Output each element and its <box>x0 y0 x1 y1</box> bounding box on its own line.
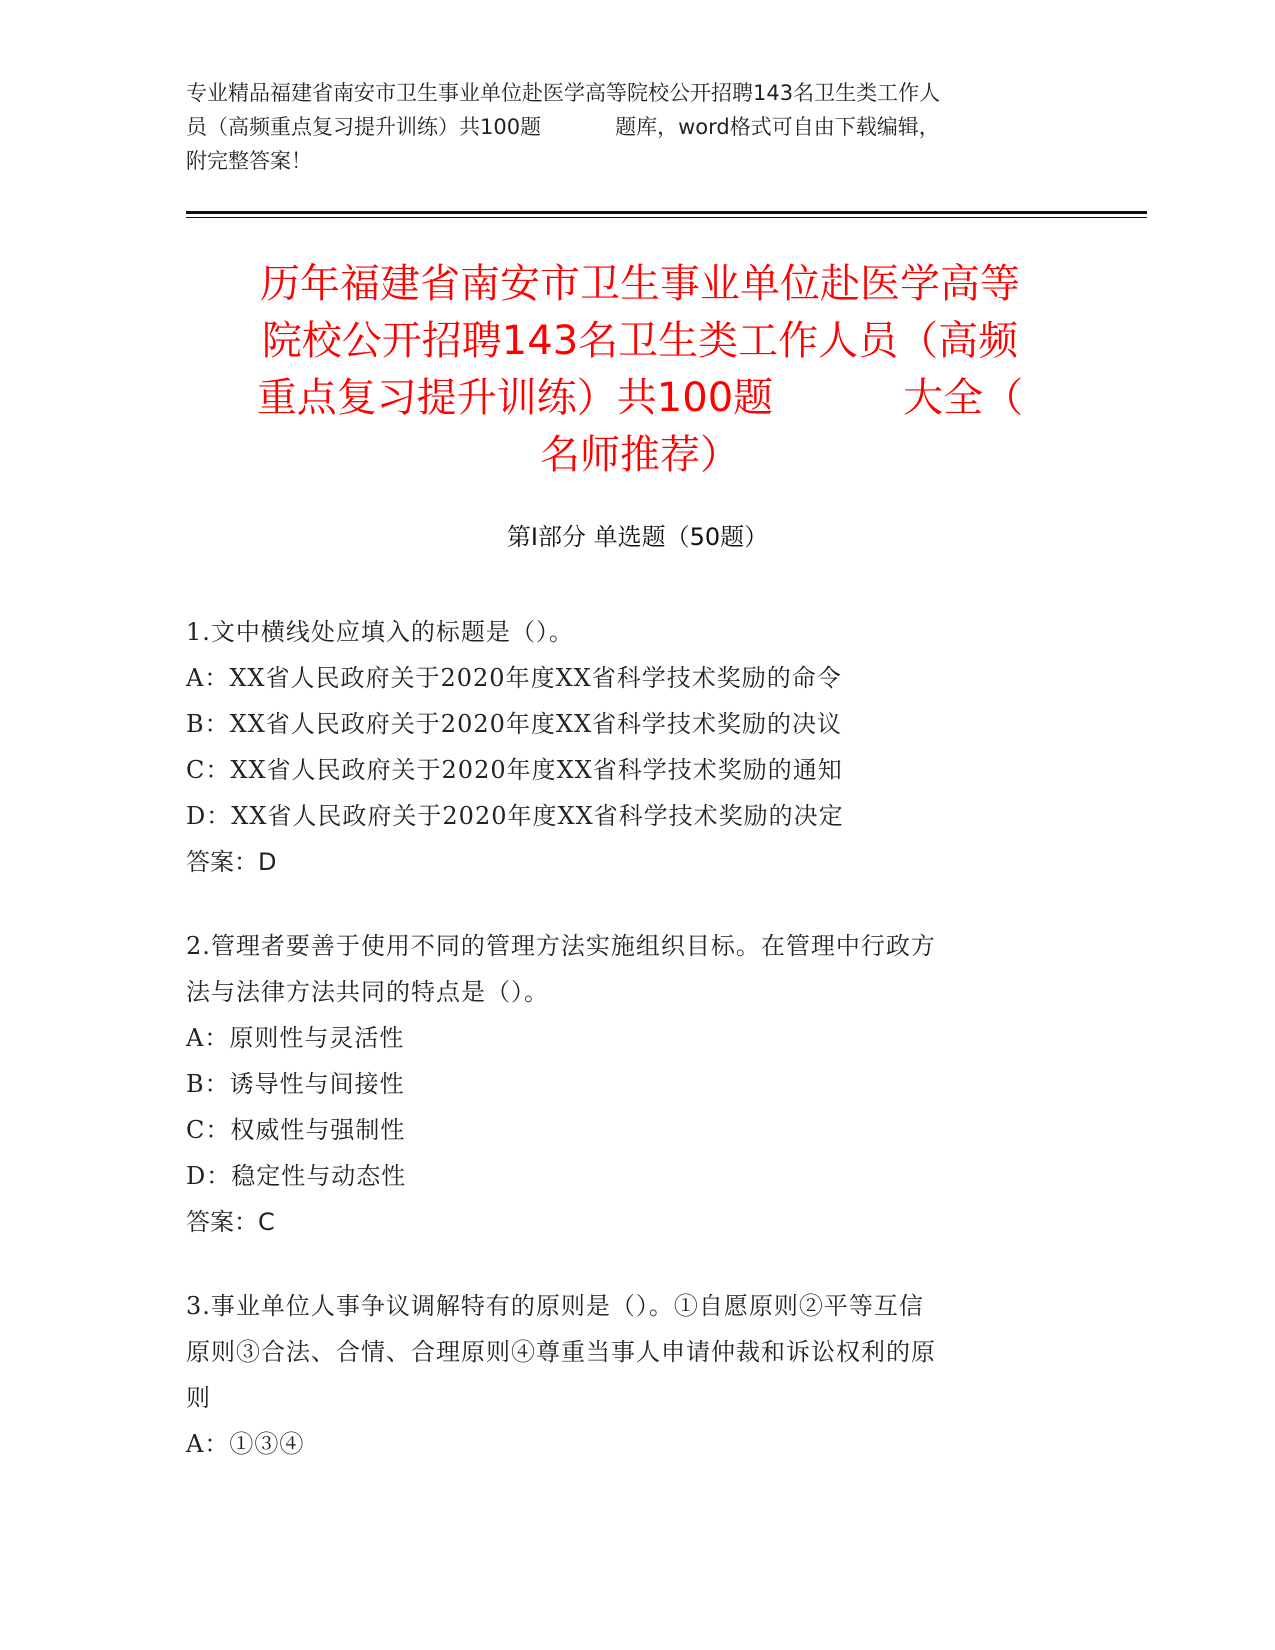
option-b: B：XX省人民政府关于2020年度XX省科学技术奖励的决议 <box>186 710 843 738</box>
question-stem-line: 则 <box>186 1384 211 1412</box>
document-title <box>190 256 1090 484</box>
question-stem-line: 3.事业单位人事争议调解特有的原则是（）。①自愿原则②平等互信 <box>186 1292 924 1320</box>
title-line-2: 院校公开招聘143名卫生类工作人员（高频 <box>261 318 1019 364</box>
option-d: D：XX省人民政府关于2020年度XX省科学技术奖励的决定 <box>186 802 844 830</box>
answer-label: 答案：C <box>186 1208 275 1236</box>
answer-label: 答案：D <box>186 848 277 876</box>
option-a: A：XX省人民政府关于2020年度XX省科学技术奖励的命令 <box>186 664 842 692</box>
question-stem-line: 法与法律方法共同的特点是（）。 <box>186 978 549 1006</box>
title-line-3b: 大全（ <box>903 375 1024 421</box>
option-b: B：诱导性与间接性 <box>186 1070 405 1098</box>
header-note <box>186 76 1086 178</box>
option-c: C：权威性与强制性 <box>186 1116 406 1144</box>
question-1 <box>186 609 1066 885</box>
question-2 <box>186 923 1066 1245</box>
header-divider-thick <box>186 211 1147 214</box>
option-a: A：原则性与灵活性 <box>186 1024 405 1052</box>
header-note-line-3: 附完整答案！ <box>186 149 312 173</box>
option-c: C：XX省人民政府关于2020年度XX省科学技术奖励的通知 <box>186 756 843 784</box>
question-list <box>186 609 1066 1505</box>
header-note-line-2 <box>186 110 1086 144</box>
question-stem-line: 原则③合法、合情、合理原则④尊重当事人申请仲裁和诉讼权利的原 <box>186 1338 936 1366</box>
question-stem-line: 2.管理者要善于使用不同的管理方法实施组织目标。在管理中行政方 <box>186 932 936 960</box>
header-note-line-2a: 员（高频重点复习提升训练）共100题 <box>186 115 542 139</box>
title-line-4: 名师推荐） <box>540 432 740 478</box>
header-divider-thin <box>186 217 1147 218</box>
option-d: D：稳定性与动态性 <box>186 1162 407 1190</box>
option-a: A：①③④ <box>186 1430 305 1458</box>
header-note-line-1: 专业精品福建省南安市卫生事业单位赴医学高等院校公开招聘143名卫生类工作人 <box>186 81 941 105</box>
header-note-line-2b: 题库，word格式可自由下载编辑， <box>615 115 940 139</box>
title-line-1: 历年福建省南安市卫生事业单位赴医学高等 <box>260 261 1020 307</box>
title-line-3 <box>190 370 1090 427</box>
section-heading: 第Ⅰ部分 单选题（50题） <box>506 523 769 551</box>
title-line-3a: 重点复习提升训练）共100题 <box>256 375 774 421</box>
question-3 <box>186 1283 1066 1467</box>
question-stem-line: 1.文中横线处应填入的标题是（）。 <box>186 618 574 646</box>
